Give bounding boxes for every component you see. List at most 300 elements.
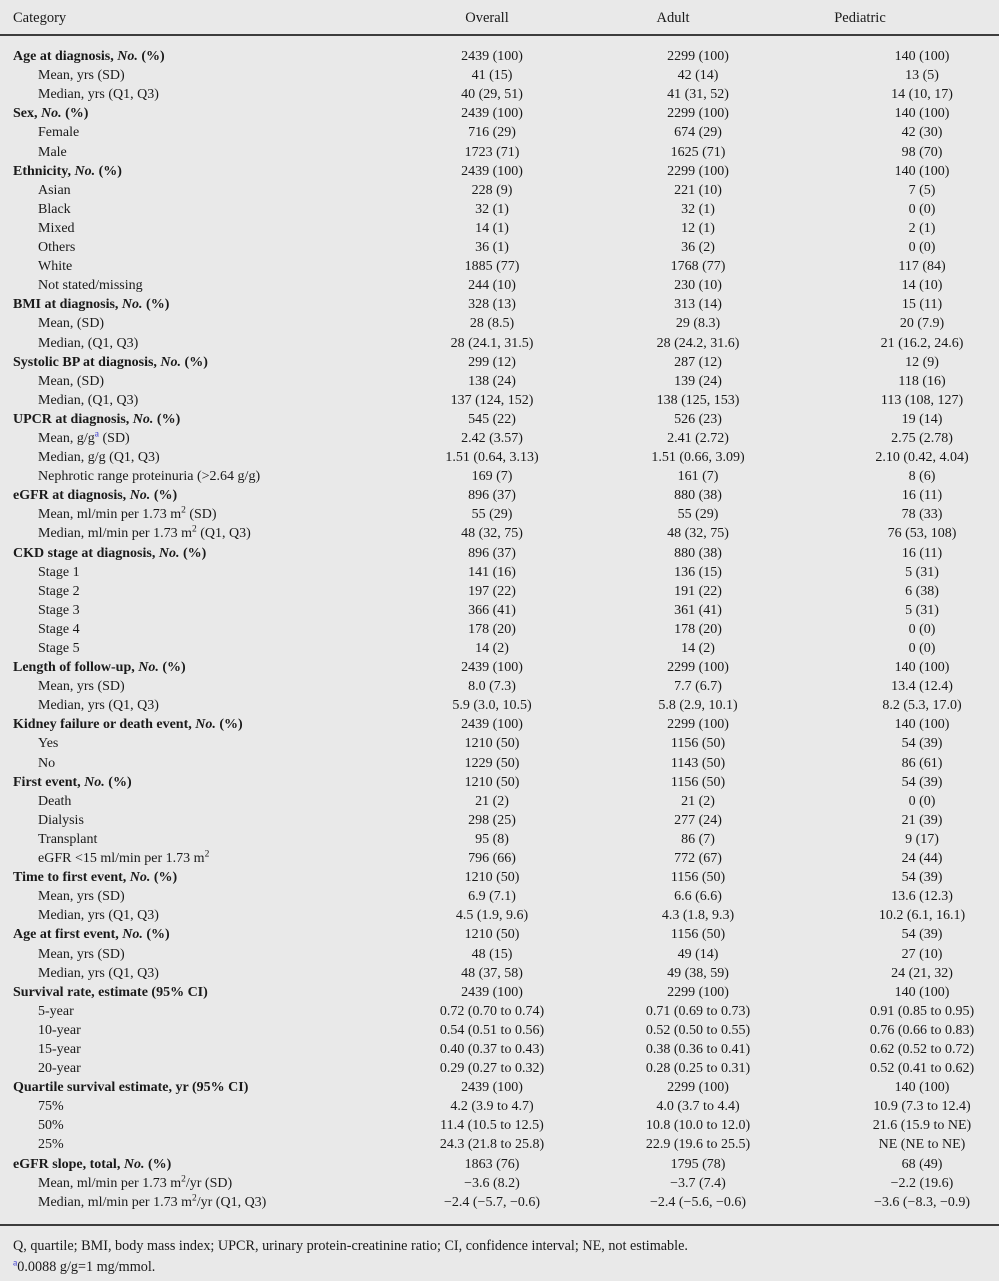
cell-adult: 1625 (71) [670, 144, 726, 160]
row-label: Sex, No. (%) [13, 106, 89, 122]
cell-overall: 0.72 (0.70 to 0.74) [439, 1003, 545, 1019]
row-label: Yes [38, 736, 59, 752]
cell-adult: 49 (14) [677, 946, 719, 962]
table-row [0, 945, 999, 964]
row-label: Stage 3 [38, 602, 80, 618]
cell-adult: 86 (7) [681, 831, 715, 847]
cell-overall: 298 (25) [468, 812, 516, 828]
cell-overall: 1229 (50) [464, 755, 520, 771]
table-row [0, 467, 999, 486]
cell-overall: −3.6 (8.2) [464, 1175, 520, 1191]
cell-adult: 1795 (78) [670, 1156, 726, 1172]
cell-overall: 1210 (50) [464, 774, 520, 790]
footnote-a-text: 0.0088 g/g=1 mg/mmol. [17, 1258, 156, 1275]
cell-adult: 4.0 (3.7 to 4.4) [656, 1099, 740, 1115]
cell-pediatric: 8.2 (5.3, 17.0) [882, 698, 962, 714]
cell-pediatric: NE (NE to NE) [878, 1137, 966, 1153]
table-row [0, 391, 999, 410]
cell-adult: 22.9 (19.6 to 25.5) [645, 1137, 751, 1153]
table-row [0, 123, 999, 142]
cell-overall: 2439 (100) [461, 660, 523, 676]
row-label: Death [38, 793, 72, 809]
cell-overall: 1723 (71) [464, 144, 520, 160]
cell-pediatric: 117 (84) [898, 259, 946, 275]
cell-overall: 5.9 (3.0, 10.5) [452, 698, 532, 714]
table-row [0, 505, 999, 524]
table-row [0, 334, 999, 353]
table-row [0, 983, 999, 1002]
cell-overall: 1210 (50) [464, 927, 520, 943]
cell-pediatric: 16 (11) [901, 488, 943, 504]
row-label: Others [38, 240, 76, 256]
cell-overall: 14 (1) [475, 220, 509, 236]
row-label: eGFR slope, total, No. (%) [13, 1156, 172, 1172]
table-row [0, 448, 999, 467]
cell-overall: 228 (9) [471, 182, 513, 198]
cell-pediatric: 2.10 (0.42, 4.04) [875, 450, 969, 466]
cell-adult: 48 (32, 75) [667, 526, 729, 542]
cell-overall: 1863 (76) [464, 1156, 520, 1172]
cell-pediatric: 68 (49) [901, 1156, 943, 1172]
cell-overall: −2.4 (−5.7, −0.6) [443, 1194, 540, 1210]
cell-pediatric: 8 (6) [908, 469, 936, 485]
cell-pediatric: 140 (100) [894, 984, 950, 1000]
cell-adult: 772 (67) [674, 851, 722, 867]
cell-pediatric: 140 (100) [894, 1080, 950, 1096]
table-row [0, 85, 999, 104]
cell-overall: 11.4 (10.5 to 12.5) [440, 1118, 544, 1134]
cell-pediatric: 27 (10) [901, 946, 943, 962]
table-row [0, 257, 999, 276]
row-label: White [38, 259, 73, 275]
cell-adult: 49 (38, 59) [667, 965, 729, 981]
cell-overall: 299 (12) [468, 354, 516, 370]
table-row [0, 792, 999, 811]
table-row [0, 1135, 999, 1154]
cell-pediatric: 118 (16) [898, 373, 946, 389]
row-label: No [38, 755, 56, 771]
abbreviations-note: Q, quartile; BMI, body mass index; UPCR, urinary protein-creatinine ratio; CI, confidence interval; NE, not estimable. [13, 1237, 688, 1254]
row-label: Mean, ml/min per 1.73 $m^2/yr$ (SD) [38, 1173, 233, 1191]
table-row [0, 964, 999, 983]
cell-pediatric: 0 (0) [908, 621, 936, 637]
cell-pediatric: 5 (31) [905, 564, 939, 580]
row-label: Kidney failure or death event, No. (%) [13, 717, 243, 733]
table-row [0, 887, 999, 906]
table-row [0, 1155, 999, 1174]
cell-pediatric: 0 (0) [908, 793, 936, 809]
row-label: BMI at diagnosis, No. (%) [13, 297, 170, 313]
row-label: Median, yrs (Q1, Q3) [38, 965, 159, 981]
table-row [0, 1078, 999, 1097]
row-label: Female [38, 125, 80, 141]
cell-adult: 6.6 (6.6) [674, 889, 722, 905]
cell-overall: 169 (7) [471, 469, 513, 485]
cell-adult: 1143 (50) [670, 755, 726, 771]
cell-adult: 1156 (50) [670, 774, 726, 790]
cell-adult: 526 (23) [674, 411, 722, 427]
cell-pediatric: 140 (100) [894, 660, 950, 676]
cell-pediatric: 20 (7.9) [899, 316, 945, 332]
row-label: Mean, g/g$^a$ (SD) [38, 429, 130, 446]
row-label: Median, (Q1, Q3) [38, 335, 139, 351]
cell-pediatric: 2.75 (2.78) [891, 430, 953, 446]
row-label: 5-year [38, 1003, 74, 1019]
table-row [0, 1021, 999, 1040]
cell-pediatric: 140 (100) [894, 49, 950, 65]
row-label: Nephrotic range proteinuria (>2.64 g/g) [38, 469, 261, 485]
row-label: Mixed [38, 220, 75, 236]
cell-overall: 32 (1) [475, 201, 509, 217]
cell-adult: 5.8 (2.9, 10.1) [658, 698, 738, 714]
table-row [0, 582, 999, 601]
row-label: Dialysis [38, 812, 84, 828]
table-row [0, 104, 999, 123]
row-label: Mean, (SD) [38, 316, 105, 332]
table-row [0, 849, 999, 868]
cell-overall: 2439 (100) [461, 984, 523, 1000]
cell-adult: 55 (29) [677, 507, 719, 523]
cell-pediatric: 21 (16.2, 24.6) [880, 335, 964, 351]
table-row [0, 372, 999, 391]
cell-adult: 2.41 (2.72) [667, 430, 729, 446]
cell-adult: 1768 (77) [670, 259, 726, 275]
cell-overall: 1885 (77) [464, 259, 520, 275]
row-label: Stage 2 [38, 583, 80, 599]
cell-pediatric: 13.4 (12.4) [891, 679, 953, 695]
cell-overall: 24.3 (21.8 to 25.8) [439, 1137, 545, 1153]
cell-pediatric: 16 (11) [901, 545, 943, 561]
cell-overall: 137 (124, 152) [450, 392, 534, 408]
cell-overall: 896 (37) [468, 545, 516, 561]
row-label: First event, No. (%) [13, 774, 132, 790]
cell-pediatric: 0.91 (0.85 to 0.95) [869, 1003, 975, 1019]
row-label: Stage 5 [38, 641, 80, 656]
cell-adult: 277 (24) [674, 812, 722, 828]
row-label: Mean, (SD) [38, 373, 105, 389]
row-label: Mean, yrs (SD) [38, 68, 125, 84]
cell-pediatric: 9 (17) [905, 831, 939, 847]
row-label: Mean, yrs (SD) [38, 889, 125, 905]
table-row [0, 162, 999, 181]
cell-adult: 138 (125, 153) [656, 392, 740, 408]
cell-adult: 161 (7) [677, 469, 719, 485]
row-label: eGFR at diagnosis, No. (%) [13, 488, 178, 504]
cell-pediatric: 42 (30) [901, 125, 943, 141]
row-label: Median, ml/min per 1.73 $m^2$ (Q1, Q3) [38, 524, 251, 542]
cell-overall: 1210 (50) [464, 736, 520, 752]
table-row [0, 639, 999, 658]
row-label: Stage 1 [38, 564, 80, 580]
table-row [0, 563, 999, 582]
cell-adult: 313 (14) [674, 297, 722, 313]
row-label: Transplant [38, 831, 98, 847]
row-label: Median, yrs (Q1, Q3) [38, 698, 159, 714]
cell-overall: 138 (24) [468, 373, 516, 389]
cell-overall: 6.9 (7.1) [468, 889, 516, 905]
cell-adult: 1.51 (0.66, 3.09) [651, 450, 745, 466]
row-label: eGFR <15 ml/min per 1.73 $m^2$ [38, 849, 210, 867]
cell-overall: 21 (2) [475, 793, 509, 809]
table-row [0, 1002, 999, 1021]
table-row [0, 143, 999, 162]
cell-overall: 2.42 (3.57) [461, 430, 523, 446]
cell-adult: 361 (41) [674, 602, 722, 618]
cell-overall: 28 (8.5) [469, 316, 515, 332]
column-header-category: Category [0, 0, 433, 35]
footnotes [0, 1224, 999, 1278]
cell-adult: 1156 (50) [670, 870, 726, 886]
cell-pediatric: 5 (31) [905, 602, 939, 618]
table-row [0, 811, 999, 830]
cell-pediatric: 86 (61) [901, 755, 943, 771]
cell-pediatric: 0.62 (0.52 to 0.72) [869, 1041, 975, 1057]
cell-overall: 197 (22) [468, 583, 516, 599]
cell-overall: 8.0 (7.3) [468, 679, 516, 695]
row-label: Systolic BP at diagnosis, No. (%) [13, 354, 208, 370]
cell-pediatric: 0 (0) [908, 201, 936, 217]
cell-overall: 2439 (100) [461, 1080, 523, 1096]
cell-overall: 2439 (100) [461, 717, 523, 733]
cell-overall: 55 (29) [471, 507, 513, 523]
cell-adult: 0.38 (0.36 to 0.41) [645, 1041, 751, 1057]
cell-overall: 28 (24.1, 31.5) [450, 335, 534, 351]
cell-overall: 2439 (100) [461, 163, 523, 179]
table-row [0, 1193, 999, 1212]
cell-pediatric: 0 (0) [908, 240, 936, 256]
cell-overall: 796 (66) [468, 851, 516, 867]
cell-adult: 4.3 (1.8, 9.3) [661, 908, 735, 924]
cell-adult: 2299 (100) [667, 163, 729, 179]
row-label: Mean, yrs (SD) [38, 946, 125, 962]
cell-adult: 0.71 (0.69 to 0.73) [645, 1003, 751, 1019]
cell-pediatric: 98 (70) [901, 144, 943, 160]
cell-adult: 10.8 (10.0 to 12.0) [645, 1118, 751, 1134]
row-label: 25% [38, 1137, 64, 1153]
footnote-a [13, 1257, 985, 1278]
table-row [0, 181, 999, 200]
cell-pediatric: 19 (14) [901, 411, 943, 427]
row-label: 50% [38, 1118, 64, 1134]
cell-overall: 95 (8) [475, 831, 509, 847]
row-label: Mean, ml/min per 1.73 $m^2$ (SD) [38, 505, 217, 523]
cell-pediatric: 13 (5) [905, 68, 939, 84]
row-label: Age at diagnosis, No. (%) [13, 49, 165, 65]
cell-adult: 0.28 (0.25 to 0.31) [645, 1061, 751, 1077]
table-row [0, 1116, 999, 1135]
table-row [0, 754, 999, 773]
table-row [0, 1097, 999, 1116]
row-label: Time to first event, No. (%) [13, 870, 178, 886]
table-row [0, 544, 999, 563]
row-label: Survival rate, estimate (95% CI) [13, 984, 208, 1000]
row-label: Age at first event, No. (%) [13, 927, 170, 943]
cell-adult: 2299 (100) [667, 106, 729, 122]
cell-pediatric: 14 (10, 17) [891, 87, 953, 103]
row-label: 75% [38, 1099, 64, 1115]
row-label: Male [38, 144, 67, 160]
cell-adult: −3.7 (7.4) [670, 1175, 726, 1191]
cell-overall: 1210 (50) [464, 870, 520, 886]
cell-adult: 32 (1) [681, 201, 715, 217]
cell-adult: 0.52 (0.50 to 0.55) [645, 1022, 751, 1038]
row-label: Median, yrs (Q1, Q3) [38, 908, 159, 924]
cell-adult: 674 (29) [674, 125, 722, 141]
cell-pediatric: 15 (11) [901, 297, 943, 313]
cell-overall: 14 (2) [475, 641, 509, 656]
cell-overall: 896 (37) [468, 488, 516, 504]
cell-overall: 40 (29, 51) [461, 87, 523, 103]
cell-adult: 41 (31, 52) [667, 87, 729, 103]
cell-pediatric: 54 (39) [901, 870, 943, 886]
cell-pediatric: 21 (39) [901, 812, 943, 828]
row-label: Median, yrs (Q1, Q3) [38, 87, 159, 103]
cell-adult: 28 (24.2, 31.6) [656, 335, 740, 351]
cell-adult: 880 (38) [674, 488, 722, 504]
cell-pediatric: −2.2 (19.6) [890, 1175, 954, 1191]
cell-adult: 2299 (100) [667, 984, 729, 1000]
column-header-overall: Overall [433, 0, 551, 35]
table-row [0, 696, 999, 715]
cell-overall: 48 (37, 58) [461, 965, 523, 981]
table-row [0, 658, 999, 677]
table-row [0, 773, 999, 792]
cell-pediatric: 140 (100) [894, 106, 950, 122]
cell-adult: 2299 (100) [667, 717, 729, 733]
cell-adult: 1156 (50) [670, 927, 726, 943]
cell-adult: 2299 (100) [667, 1080, 729, 1096]
row-label: Median, ml/min per 1.73 $m^2/yr$ (Q1, Q3) [38, 1193, 267, 1210]
cell-overall: 545 (22) [468, 411, 516, 427]
cell-pediatric: 0.52 (0.41 to 0.62) [869, 1061, 975, 1077]
cell-pediatric: 140 (100) [894, 717, 950, 733]
cell-adult: 1156 (50) [670, 736, 726, 752]
cell-pediatric: 7 (5) [908, 182, 936, 198]
row-label: 10-year [38, 1022, 81, 1038]
table-row [0, 1174, 999, 1193]
row-label: Black [38, 201, 71, 217]
cell-adult: 880 (38) [674, 545, 722, 561]
table-row [0, 66, 999, 85]
cell-overall: 36 (1) [475, 240, 509, 256]
table-row [0, 906, 999, 925]
table-row [0, 314, 999, 333]
row-label: Median, (Q1, Q3) [38, 392, 139, 408]
table-row [0, 353, 999, 372]
table-row [0, 620, 999, 639]
table-row [0, 486, 999, 505]
table-row [0, 219, 999, 238]
cell-pediatric: 10.2 (6.1, 16.1) [878, 908, 966, 924]
cell-overall: 328 (13) [468, 297, 516, 313]
cell-overall: 4.5 (1.9, 9.6) [455, 908, 529, 924]
row-label: Ethnicity, No. (%) [13, 163, 122, 179]
cell-pediatric: 76 (53, 108) [887, 526, 957, 542]
cell-adult: 42 (14) [677, 68, 719, 84]
cell-pediatric: 140 (100) [894, 163, 950, 179]
cell-adult: 29 (8.3) [675, 316, 721, 332]
column-header-adult: Adult [551, 0, 845, 35]
cell-pediatric: 2 (1) [908, 220, 936, 236]
row-label: Median, g/g (Q1, Q3) [38, 450, 160, 466]
table-row [0, 734, 999, 753]
cell-overall: 41 (15) [471, 68, 513, 84]
cell-pediatric: 13.6 (12.3) [891, 889, 953, 905]
table-row [0, 677, 999, 696]
footnote-a-marker: a [13, 1257, 18, 1269]
cell-pediatric: 24 (44) [901, 851, 943, 867]
cell-overall: 2439 (100) [461, 49, 523, 65]
row-label: Mean, yrs (SD) [38, 679, 125, 695]
column-header-pediatric: Pediatric [845, 0, 999, 35]
cell-adult: 221 (10) [674, 182, 722, 198]
cell-adult: 14 (2) [681, 641, 715, 656]
table-row [0, 35, 999, 66]
cell-adult: 139 (24) [674, 373, 722, 389]
cell-adult: 287 (12) [674, 354, 722, 370]
cell-pediatric: 0 (0) [908, 641, 936, 656]
table-row [0, 1040, 999, 1059]
row-label: Not stated/missing [38, 278, 143, 294]
cell-pediatric: 12 (9) [905, 354, 939, 370]
cell-overall: 178 (20) [468, 621, 516, 637]
row-label: UPCR at diagnosis, No. (%) [13, 411, 181, 427]
cell-adult: 230 (10) [674, 278, 722, 294]
table-row [0, 925, 999, 944]
cell-overall: 4.2 (3.9 to 4.7) [450, 1099, 534, 1115]
cell-pediatric: 21.6 (15.9 to NE) [872, 1118, 972, 1134]
cell-adult: 2299 (100) [667, 49, 729, 65]
table-row [0, 601, 999, 620]
cell-overall: 0.54 (0.51 to 0.56) [439, 1022, 545, 1038]
table-row [0, 868, 999, 887]
cell-overall: 48 (15) [471, 946, 513, 962]
cell-adult: 36 (2) [681, 240, 715, 256]
table-row [0, 830, 999, 849]
table-row [0, 295, 999, 314]
cell-adult: 7.7 (6.7) [674, 679, 722, 695]
cell-overall: 141 (16) [468, 564, 516, 580]
table-row [0, 1059, 999, 1078]
cell-pediatric: 10.9 (7.3 to 12.4) [873, 1099, 971, 1115]
row-label: Stage 4 [38, 621, 80, 637]
table-row [0, 238, 999, 257]
cell-overall: 366 (41) [468, 602, 516, 618]
table-body [0, 35, 999, 1212]
cell-overall: 244 (10) [468, 278, 516, 294]
cell-overall: 0.29 (0.27 to 0.32) [439, 1061, 545, 1077]
cell-pediatric: 0.76 (0.66 to 0.83) [869, 1022, 975, 1038]
cell-overall: 1.51 (0.64, 3.13) [445, 450, 539, 466]
table-row [0, 276, 999, 295]
table-row [0, 715, 999, 734]
cell-adult: −2.4 (−5.6, −0.6) [649, 1194, 746, 1210]
cell-adult: 12 (1) [681, 220, 715, 236]
row-label: Asian [38, 182, 71, 198]
cell-pediatric: 113 (108, 127) [880, 392, 964, 408]
row-label: Length of follow-up, No. (%) [13, 660, 186, 676]
table-row [0, 429, 999, 448]
row-label: 15-year [38, 1041, 81, 1057]
cell-adult: 191 (22) [674, 583, 722, 599]
cell-pediatric: 14 (10) [901, 278, 943, 294]
cell-pediatric: −3.6 (−8.3, −0.9) [873, 1194, 970, 1210]
cell-pediatric: 24 (21, 32) [891, 965, 953, 981]
cell-overall: 2439 (100) [461, 106, 523, 122]
cell-overall: 716 (29) [468, 125, 516, 141]
cell-pediatric: 6 (38) [905, 583, 939, 599]
table-row [0, 524, 999, 543]
